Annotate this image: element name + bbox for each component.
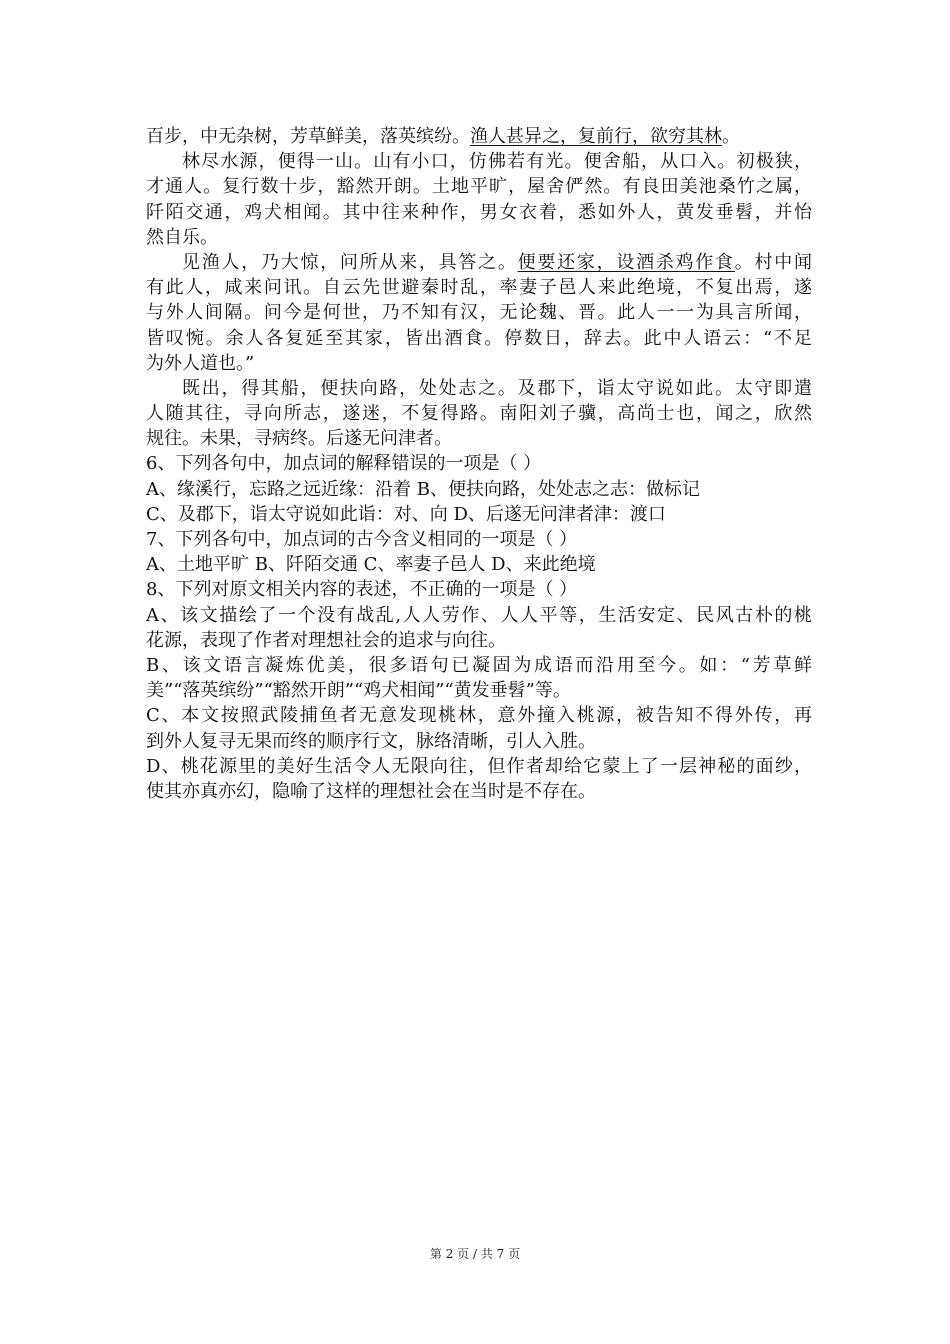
question-6-options-cd: C、及郡下，诣太守说如此诣：对、向 D、后遂无问津者津：渡口	[146, 503, 666, 525]
underlined-sentence: 便要还家，设酒杀鸡作食	[517, 251, 735, 273]
passage-line: 既出，得其船，便扶向路，处处志之。及郡下，诣太守说如此。太守即遣	[182, 377, 812, 399]
question-6-options-ab: A、缘溪行，忘路之远近缘：沿着 B、便扶向路，处处志之志：做标记	[146, 478, 700, 500]
passage-line	[146, 250, 812, 275]
passage-line: 皆叹惋。余人各复延至其家，皆出酒食。停数日，辞去。此中人语云：“不足	[146, 327, 812, 349]
question-7-options: A、土地平旷 B、阡陌交通 C、率妻子邑人 D、来此绝境	[146, 554, 596, 576]
passage-text: 百步，中无杂树，芳草鲜美，落英缤纷。	[146, 126, 470, 147]
question-8-option-a: A、该文描绘了一个没有战乱,人人劳作、人人平等，生活安定、民风古朴的桃	[146, 604, 812, 626]
passage-line: 规往。未果，寻病终。后遂无问津者。	[146, 428, 452, 450]
question-8-option-c-cont: 到外人复寻无果而终的顺序行文，脉络清晰，引人入胜。	[146, 730, 596, 752]
page-number: 第 2 页 / 共 7 页	[429, 1247, 521, 1261]
passage-text: 。村中闻	[734, 251, 813, 273]
question-8-option-d: D、桃花源里的美好生活令人无限向往，但作者却给它蒙上了一层神秘的面纱，	[146, 755, 812, 777]
passage-line: 人随其往，寻向所志，遂迷，不复得路。南阳刘子骥，高尚士也，闻之，欣然	[146, 403, 812, 425]
passage-line: 然自乐。	[146, 226, 218, 248]
passage-text: 见渔人，乃大惊，问所从来，具答之。	[182, 251, 518, 273]
passage-line: 才通人。复行数十步，豁然开朗。土地平旷，屋舍俨然。有良田美池桑竹之属，	[146, 176, 812, 198]
question-8-stem: 8、下列对原文相关内容的表述，不正确的一项是（ ）	[146, 579, 578, 601]
underlined-sentence: 渔人甚异之，复前行，欲穷其林	[470, 126, 722, 147]
document-body	[146, 124, 812, 804]
passage-text: 。	[722, 126, 740, 147]
passage-line: 阡陌交通，鸡犬相闻。其中往来种作，男女衣着，悉如外人，黄发垂髫，并怡	[146, 201, 812, 223]
question-8-option-d-cont: 使其亦真亦幻，隐喻了这样的理想社会在当时是不存在。	[146, 780, 596, 802]
question-6-stem: 6、下列各句中，加点词的解释错误的一项是（ ）	[146, 453, 542, 475]
question-8-option-b: B、该文语言凝炼优美，很多语句已凝固为成语而沿用至今。如：“芳草鲜	[146, 654, 812, 676]
passage-line: 与外人间隔。问今是何世，乃不知有汉，无论魏、晋。此人一一为具言所闻，	[146, 302, 812, 324]
passage-line	[146, 124, 812, 149]
passage-line: 林尽水源，便得一山。山有小口，仿佛若有光。便舍船，从口入。初极狭，	[182, 151, 812, 173]
question-8-option-b-cont: 美”“落英缤纷”“豁然开朗”“鸡犬相闻”“黄发垂髫”等。	[146, 680, 571, 702]
question-8-option-c: C、本文按照武陵捕鱼者无意发现桃林，意外撞入桃源，被告知不得外传，再	[146, 705, 812, 727]
question-7-stem: 7、下列各句中，加点词的古今含义相同的一项是（ ）	[146, 529, 578, 550]
question-8-option-a-cont: 花源，表现了作者对理想社会的追求与向往。	[146, 629, 506, 651]
passage-line: 有此人，咸来问讯。自云先世避秦时乱，率妻子邑人来此绝境，不复出焉，遂	[146, 277, 812, 299]
passage-line: 为外人道也。”	[146, 352, 255, 374]
